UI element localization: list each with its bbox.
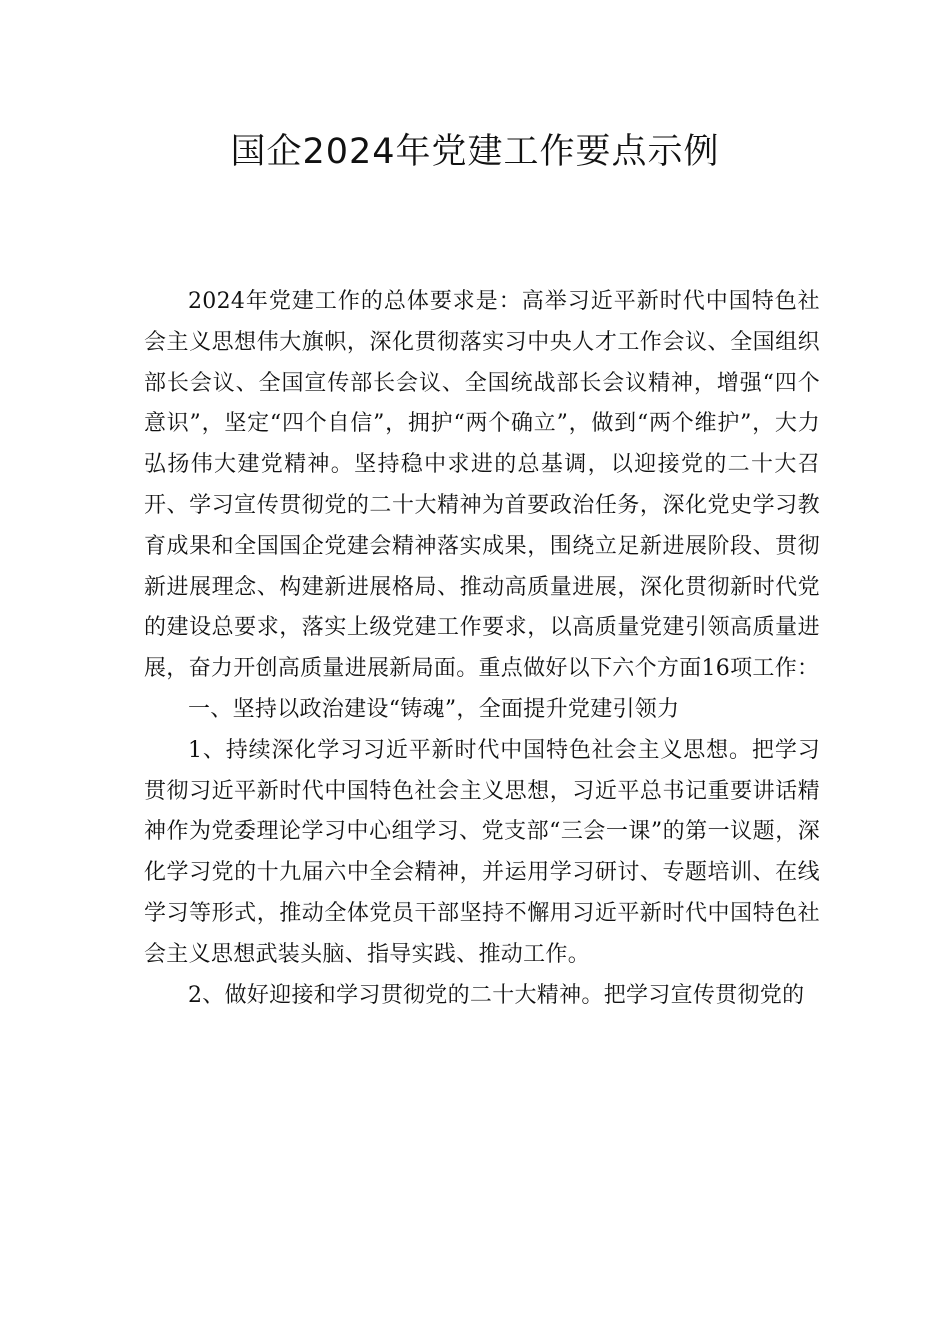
document-title: 国企2024年党建工作要点示例 [230,132,720,172]
section-heading-1: 一、坚持以政治建设“铸魂”，全面提升党建引领力 [188,696,680,722]
paragraph-item-1: 1、持续深化学习习近平新时代中国特色社会主义思想。把学习贯彻习近平新时代中国特色社会主义思想，习近平总书记重要讲话精神作为党委理论学习中心组学习、党支部“三会一课”的第一议题，深化学习党的十九届六中全会精神，并运用学习研讨、专题培训、在线学习等形式，推动全体党员干部坚持不懈用习近平新时代中国特色社会主义思想武装头脑、指导实践、推动工作。 [144,737,820,967]
paragraph-item-2: 2、做好迎接和学习贯彻党的二十大精神。把学习宣传贯彻党的 [188,982,805,1008]
paragraph-overall-requirements: 2024年党建工作的总体要求是：高举习近平新时代中国特色社会主义思想伟大旗帜，深化贯彻落实习中央人才工作会议、全国组织部长会议、全国宣传部长会议、全国统战部长会议精神，增强“四个意识”，坚定“四个自信”，拥护“两个确立”，做到“两个维护”，大力弘扬伟大建党精神。坚持稳中求进的总基调，以迎接党的二十大召开、学习宣传贯彻党的二十大精神为首要政治任务，深化党史学习教育成果和全国国企党建会精神落实成果，围绕立足新进展阶段、贯彻新进展理念、构建新进展格局、推动高质量进展，深化贯彻新时代党的建设总要求，落实上级党建工作要求，以高质量党建引领高质量进展，奋力开创高质量进展新局面。重点做好以下六个方面16项工作： [144,289,820,682]
document-body [144,282,820,1016]
